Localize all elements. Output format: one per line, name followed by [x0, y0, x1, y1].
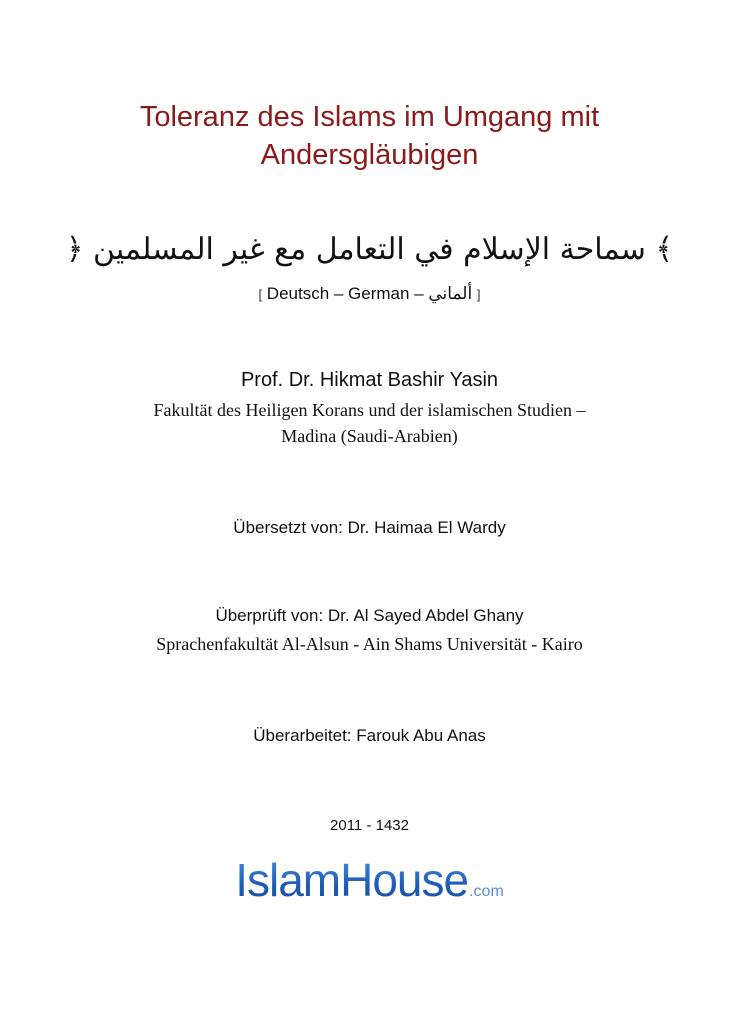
language-line	[0, 282, 739, 307]
arabic-title-open-bracket: ﴾	[655, 232, 674, 267]
language-close-bracket: ]	[476, 287, 481, 302]
logo-suffix-text: .com	[469, 883, 504, 900]
author-affiliation-line-2: Madina (Saudi-Arabien)	[281, 426, 458, 446]
editor-credit: Überarbeitet: Farouk Abu Anas	[253, 726, 486, 745]
language-open-bracket: [	[258, 287, 263, 302]
title-line-2: Andersgläubigen	[260, 139, 479, 171]
arabic-title-close-bracket: ﴿	[65, 232, 84, 267]
logo-main-text: IslamHouse	[235, 854, 469, 906]
reviewer-affiliation: Sprachenfakultät Al-Alsun - Ain Shams Universität - Kairo	[156, 634, 583, 654]
translator-credit: Übersetzt von: Dr. Haimaa El Wardy	[233, 518, 506, 537]
islamhouse-logo	[0, 852, 739, 912]
arabic-title-text: سماحة الإسلام في التعامل مع غير المسلمين	[93, 232, 646, 267]
reviewer-credit: Überprüft von: Dr. Al Sayed Abdel Ghany	[215, 606, 524, 625]
author-name: Prof. Dr. Hikmat Bashir Yasin	[240, 369, 499, 391]
author-affiliation-line-1: Fakultät des Heiligen Korans und der islamischen Studien –	[153, 400, 586, 420]
publication-year: 2011 - 1432	[330, 817, 409, 834]
document-title	[0, 98, 739, 174]
language-text: Deutsch – German – ألماني	[266, 284, 473, 303]
title-line-1: Toleranz des Islams im Umgang mit	[139, 101, 600, 133]
author-affiliation	[0, 397, 739, 449]
arabic-title	[0, 228, 739, 272]
